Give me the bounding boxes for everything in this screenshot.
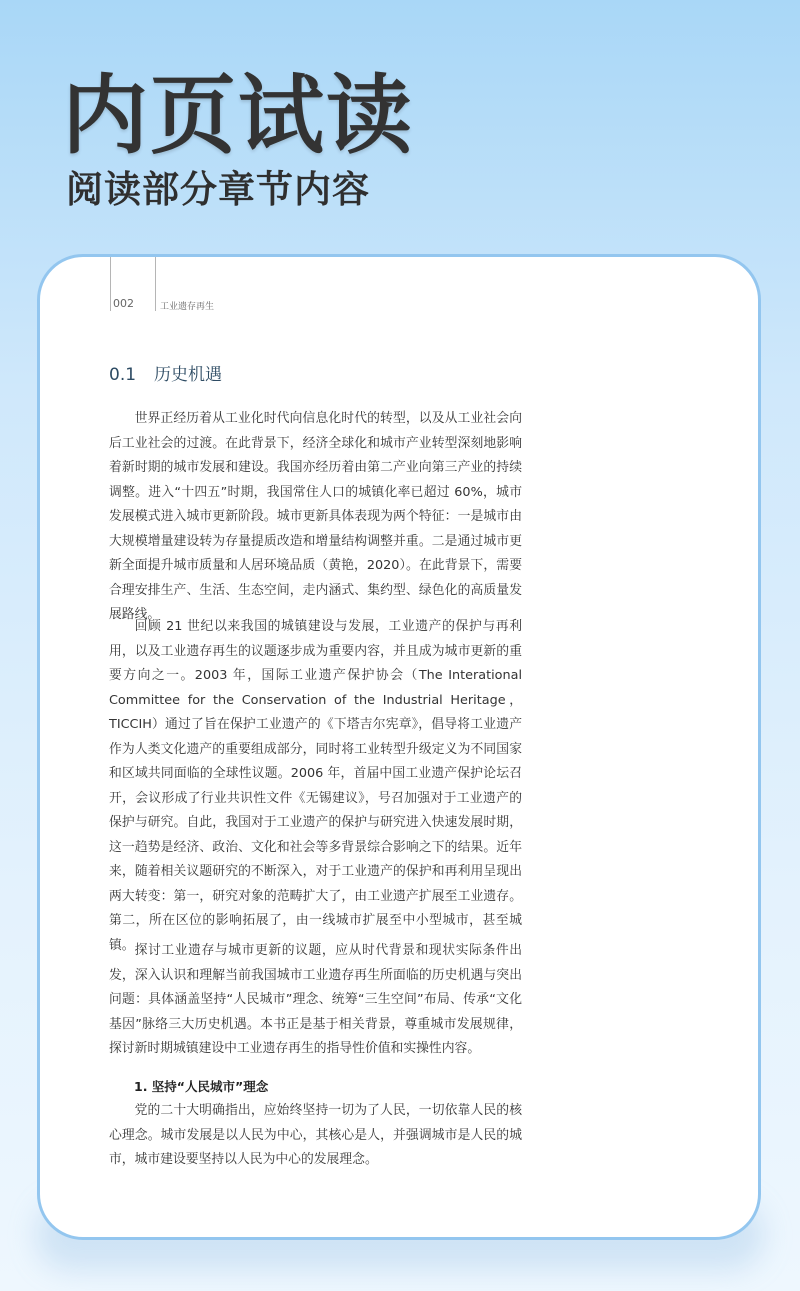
subsection-heading: 1. 坚持“人民城市”理念	[134, 1079, 269, 1094]
header-divider-left	[110, 257, 111, 311]
book-page-preview	[37, 254, 761, 1240]
body-paragraph: 探讨工业遗存与城市更新的议题，应从时代背景和现状实际条件出发，深入认识和理解当前我国城市工业遗存再生所面临的历史机遇与突出问题：具体涵盖坚持“人民城市”理念、统筹“三生空间”布局、传承“文化基因”脉络三大历史机遇。本书正是基于相关背景，尊重城市发展规律，探讨新时期城镇建设中工业遗存再生的指导性价值和实操性内容。	[109, 943, 522, 1056]
hero-subtitle: 阅读部分章节内容	[66, 168, 370, 211]
subsection-paragraph: 党的二十大明确指出，应始终坚持一切为了人民，一切依靠人民的核心理念。城市发展是以人民为中心，其核心是人，并强调城市是人民的城市，城市建设要坚持以人民为中心的发展理念。	[109, 1103, 522, 1167]
section-heading	[109, 363, 222, 387]
body-paragraph: 世界正经历着从工业化时代向信息化时代的转型，以及从工业社会向后工业社会的过渡。在此背景下，经济全球化和城市产业转型深刻地影响着新时期的城市发展和建设。我国亦经历着由第二产业向第三产业的持续调整。进入“十四五”时期，我国常住人口的城镇化率已超过 60%，城市发展模式进入城市更新阶段。城市更新具体表现为两个特征：一是城市由大规模增量建设转为存量提质改造和增量结构调整并重。二是通过城市更新全面提升城市质量和人居环境品质（黄艳，2020）。在此背景下，需要合理安排生产、生活、生态空间，走内涵式、集约型、绿色化的高质量发展路线。	[109, 411, 522, 622]
hero-title: 内页试读	[62, 66, 414, 166]
section-number: 0.1	[109, 365, 137, 385]
header-divider-right	[155, 257, 156, 311]
body-paragraph: 回顾 21 世纪以来我国的城镇建设与发展，工业遗产的保护与再利用，以及工业遗存再生的议题逐步成为重要内容，并且成为城市更新的重要方向之一。2003 年，国际工业遗产保护协会（The Interational Committee for the Conservation of the Industrial Heritage，TICCIH）通过了旨在保护工业遗产的《下塔吉尔宪章》，倡导将工业遗产作为人类文化遗产的重要组成部分，同时将工业转型升级定义为不同国家和区域共同面临的全球性议题。2006 年，首届中国工业遗产保护论坛召开，会议形成了行业共识性文件《无锡建议》，号召加强对于工业遗产的保护与研究。自此，我国对于工业遗产的保护与研究进入快速发展时期，这一趋势是经济、政治、文化和社会等多背景综合影响之下的结果。近年来，随着相关议题研究的不断深入，对于工业遗产的保护和再利用呈现出两大转变：第一，研究对象的范畴扩大了，由工业遗产扩展至工业遗存。第二，所在区位的影响拓展了，由一线城市扩展至中小型城市，甚至城镇。	[109, 619, 522, 953]
running-header-book-title: 工业遗存再生	[160, 302, 215, 312]
page-number: 002	[113, 297, 134, 310]
section-title: 历史机遇	[154, 365, 223, 385]
